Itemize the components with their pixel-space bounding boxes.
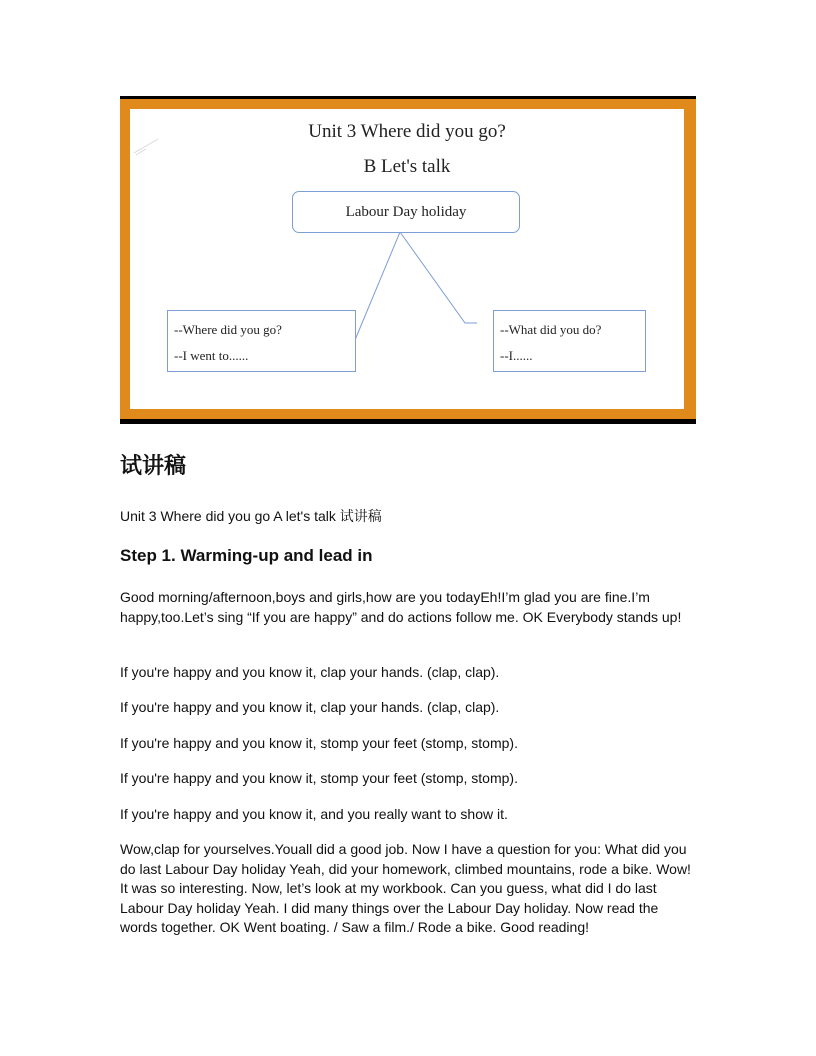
- paragraph-song-line: If you're happy and you know it, clap your hands. (clap, clap).: [120, 699, 500, 715]
- slide-orange-frame: [120, 99, 696, 419]
- question-box-what: [493, 310, 646, 372]
- paragraph-song-line: If you're happy and you know it, stomp your feet (stomp, stomp).: [120, 735, 518, 751]
- slide-subtitle: B Let's talk: [363, 156, 451, 177]
- step1-heading: Step 1. Warming-up and lead in: [120, 546, 373, 565]
- lesson-slide-image: [120, 96, 696, 424]
- document-heading: 试讲稿: [120, 454, 187, 479]
- answer-what: --I......: [500, 348, 533, 363]
- paragraph-song-line: If you're happy and you know it, and you really want to show it.: [120, 806, 508, 822]
- paragraph-song-line: If you're happy and you know it, stomp your feet (stomp, stomp).: [120, 770, 518, 786]
- paragraph-greeting: Good morning/afternoon,boys and girls,how are you todayEh!I’m glad you are fine.I’m happy,too.Let’s sing “If you are happy” and do actions follow me. OK Everybody stands up!: [120, 589, 682, 625]
- question-where: --Where did you go?: [174, 322, 282, 337]
- question-what: --What did you do?: [500, 322, 602, 337]
- slide-canvas: [130, 109, 684, 409]
- topic-label: Labour Day holiday: [345, 203, 467, 220]
- intro-line: Unit 3 Where did you go A let's talk 试讲稿: [120, 508, 382, 524]
- question-box-where: [167, 310, 356, 372]
- paragraph-song-line: If you're happy and you know it, clap your hands. (clap, clap).: [120, 664, 500, 680]
- topic-box: [292, 191, 520, 233]
- connector-left-line: [355, 232, 477, 340]
- slide-title: Unit 3 Where did you go?: [308, 121, 506, 142]
- answer-where: --I went to......: [174, 348, 249, 363]
- paragraph-lead-in: Wow,clap for yourselves.Youall did a good job. Now I have a question for you: What did you do last Labour Day holiday Yeah, did your homework, climbed mountains, rode a bike. Wow! It was so interesting. Now, let’s look at my workbook. Can you guess, what did I do last Labour Day holiday Yeah. I did many things over the Labour Day holiday. Now read the words together. OK Went boating. / Saw a film./ Rode a bike. Good reading!: [120, 841, 691, 935]
